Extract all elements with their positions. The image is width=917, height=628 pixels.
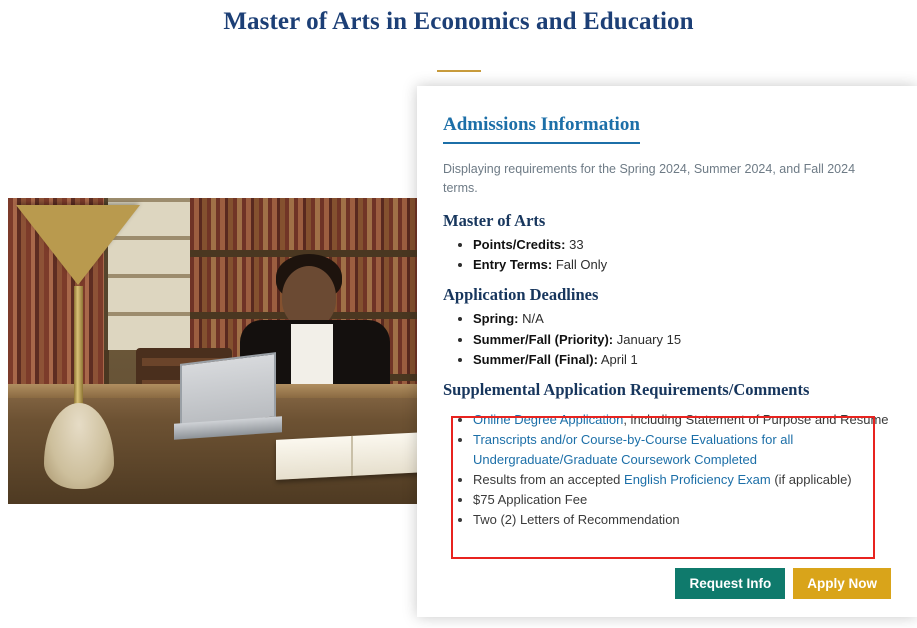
fact-value: Fall Only: [555, 257, 608, 273]
list-item-text: $75 Application Fee: [473, 492, 588, 508]
lamp-neck: [74, 286, 83, 406]
request-info-button[interactable]: Request Info: [675, 568, 785, 600]
fact-label: Entry Terms:: [473, 257, 553, 273]
list-item: [473, 470, 891, 490]
degree-facts-list: [443, 235, 891, 276]
list-item: [473, 510, 891, 530]
deadline-value: N/A: [522, 311, 544, 327]
list-item-text: , including Statement of Purpose and Resume: [623, 412, 889, 428]
apply-now-button[interactable]: Apply Now: [793, 568, 891, 600]
list-item: [473, 350, 891, 370]
section-heading-deadlines: Application Deadlines: [443, 285, 599, 305]
deadline-label: Spring:: [473, 311, 519, 327]
admissions-intro-text: Displaying requirements for the Spring 2024, Summer 2024, and Fall 2024 terms.: [443, 162, 856, 196]
supplemental-requirements-wrap: [443, 410, 891, 530]
deadline-value: April 1: [600, 351, 638, 367]
card-actions: [675, 568, 891, 600]
supplemental-requirements-list: [443, 410, 891, 530]
list-item-text-post: (if applicable): [770, 472, 852, 488]
english-proficiency-exam-link[interactable]: English Proficiency Exam: [624, 472, 771, 488]
list-item: [473, 430, 891, 470]
admissions-card-title: Admissions Information: [443, 114, 640, 144]
hero-image: [8, 198, 443, 504]
lamp-shade: [16, 205, 140, 285]
admissions-card: [417, 86, 917, 617]
list-item: [473, 255, 891, 275]
section-heading-supplemental: Supplemental Application Requirements/Comments: [443, 380, 810, 400]
page-title: Master of Arts in Economics and Education: [223, 8, 694, 35]
fact-value: 33: [569, 236, 584, 252]
deadline-label: Summer/Fall (Final):: [473, 351, 598, 367]
list-item: [473, 309, 891, 329]
list-item-text-pre: Results from an accepted: [473, 472, 625, 488]
online-degree-application-link[interactable]: Online Degree Application: [473, 412, 624, 428]
list-item: [473, 235, 891, 255]
deadline-value: January 15: [616, 331, 682, 347]
list-item-text: Two (2) Letters of Recommendation: [473, 512, 680, 528]
deadline-label: Summer/Fall (Priority):: [473, 331, 614, 347]
list-item: [473, 330, 891, 350]
fact-label: Points/Credits:: [473, 236, 566, 252]
list-item: [473, 490, 891, 510]
person-head: [282, 266, 336, 328]
open-book: [276, 432, 426, 480]
list-item: [473, 410, 891, 430]
transcripts-link[interactable]: Transcripts and/or Course-by-Course Evaluations for all Undergraduate/Graduate Coursework Completed: [473, 432, 794, 468]
section-heading-degree: Master of Arts: [443, 210, 546, 230]
title-divider: [437, 70, 481, 72]
deadlines-list: [443, 309, 891, 370]
